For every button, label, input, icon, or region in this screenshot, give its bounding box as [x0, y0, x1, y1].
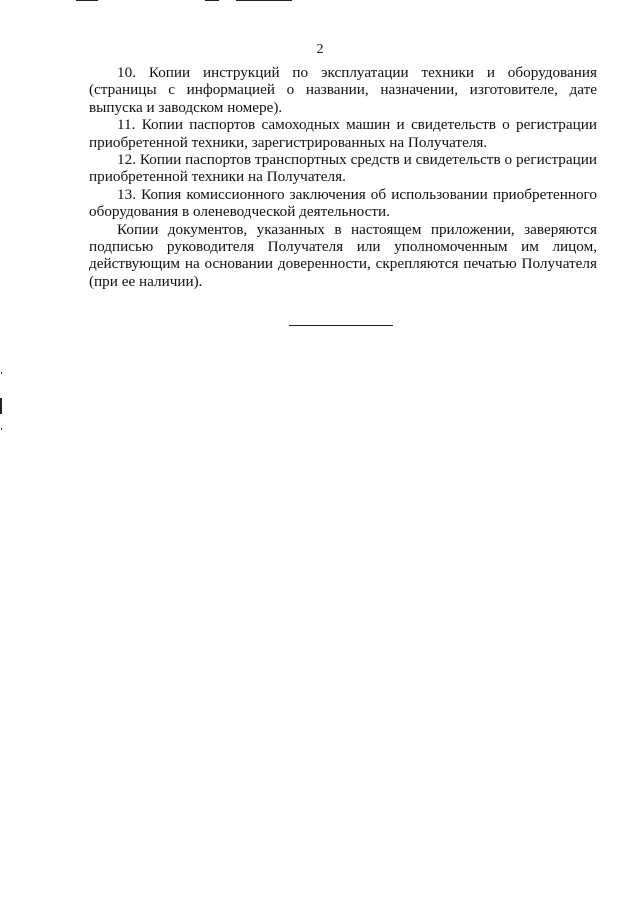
end-separator-line — [289, 325, 393, 326]
scan-artifact-left-3 — [1, 428, 2, 430]
scan-artifact-top-3 — [236, 0, 292, 1]
scan-artifact-top-2 — [205, 0, 219, 1]
scan-artifact-left-1 — [1, 372, 2, 374]
list-item-11: 11. Копии паспортов самоходных машин и свидетельств о регистрации приобретенной техники, зарегистрированных на Получателя. — [89, 116, 597, 151]
closing-paragraph: Копии документов, указанных в настоящем приложении, заверяются подписью руководителя Получателя или уполномоченным им лицом, действующим на основании доверенности, скрепляются печатью Получателя (при ее наличии). — [89, 220, 597, 290]
list-item-13: 13. Копия комиссионного заключения об использовании приобретенного оборудования в оленеводческой деятельности. — [89, 185, 597, 221]
list-item-12: 12. Копии паспортов транспортных средств и свидетельств о регистрации приобретенной техники на Получателя. — [89, 151, 597, 186]
scan-artifact-top-1 — [76, 0, 98, 1]
document-body — [89, 64, 597, 290]
scan-artifact-left-2 — [0, 398, 2, 414]
page-number: 2 — [316, 42, 324, 57]
list-item-10: 10. Копии инструкций по эксплуатации техники и оборудования (страницы с информацией о названии, назначении, изготовителе, дате выпуска и заводском номере). — [89, 64, 597, 116]
